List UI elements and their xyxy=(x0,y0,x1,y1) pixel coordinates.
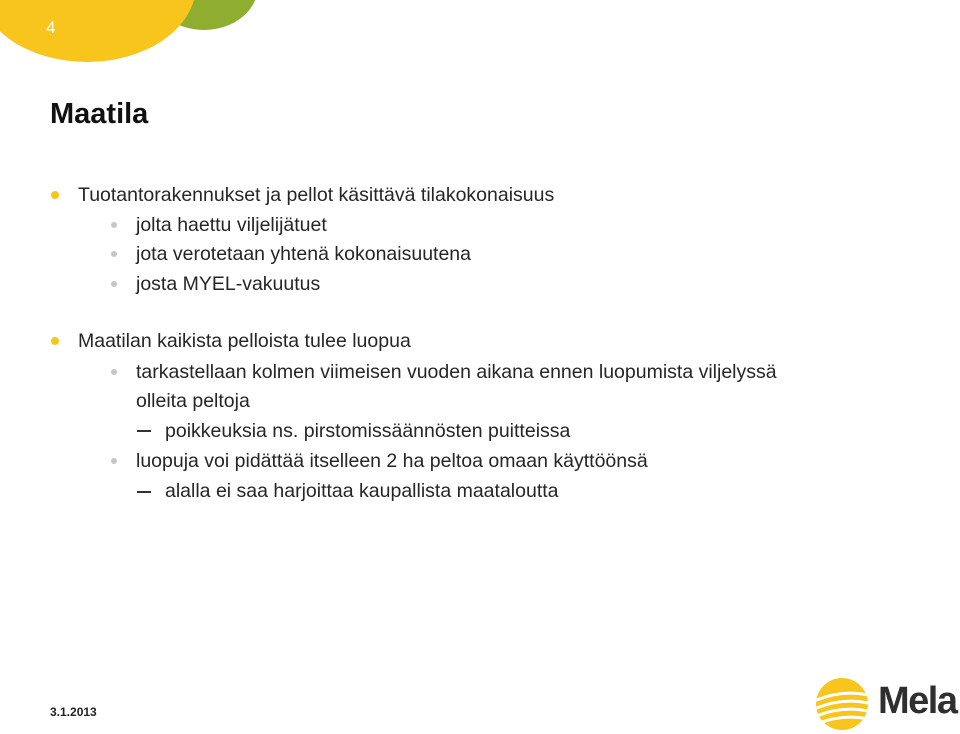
dash-bullet-icon xyxy=(137,491,151,493)
bullet-text-continuation: olleita peltoja xyxy=(136,390,250,412)
bullet-icon xyxy=(51,337,59,345)
bullet-text-level-2: jota verotetaan yhtenä kokonaisuutena xyxy=(136,243,471,265)
sub-bullet-icon xyxy=(111,251,117,257)
decorative-yellow-circle xyxy=(0,0,196,62)
bullet-text-level-2: tarkastellaan kolmen viimeisen vuoden aikana ennen luopumista viljelyssä xyxy=(136,361,777,383)
mela-logo xyxy=(812,676,960,732)
bullet-text-level-1: Tuotantorakennukset ja pellot käsittävä tilakokonaisuus xyxy=(78,184,555,206)
bullet-text-level-3: alalla ei saa harjoittaa kaupallista maataloutta xyxy=(165,480,559,502)
bullet-text-level-2: josta MYEL-vakuutus xyxy=(136,273,321,295)
footer-date: 3.1.2013 xyxy=(50,705,97,719)
bullet-icon xyxy=(51,191,59,199)
bullet-text-level-2: luopuja voi pidättää itselleen 2 ha peltoa omaan käyttöönsä xyxy=(136,450,648,472)
bullet-text-level-3: poikkeuksia ns. pirstomissäännösten puitteissa xyxy=(165,420,571,442)
bullet-text-level-1: Maatilan kaikista pelloista tulee luopua xyxy=(78,330,411,352)
bullet-text-level-2: jolta haettu viljelijätuet xyxy=(136,214,327,236)
slide-title: Maatila xyxy=(50,98,149,130)
sub-bullet-icon xyxy=(111,281,117,287)
sub-bullet-icon xyxy=(111,222,117,228)
slide-number: 4 xyxy=(46,18,56,37)
logo-text: Mela xyxy=(878,680,957,722)
sun-stripes-logo-icon xyxy=(812,676,872,732)
dash-bullet-icon xyxy=(137,430,151,432)
sub-bullet-icon xyxy=(111,369,117,375)
sub-bullet-icon xyxy=(111,458,117,464)
